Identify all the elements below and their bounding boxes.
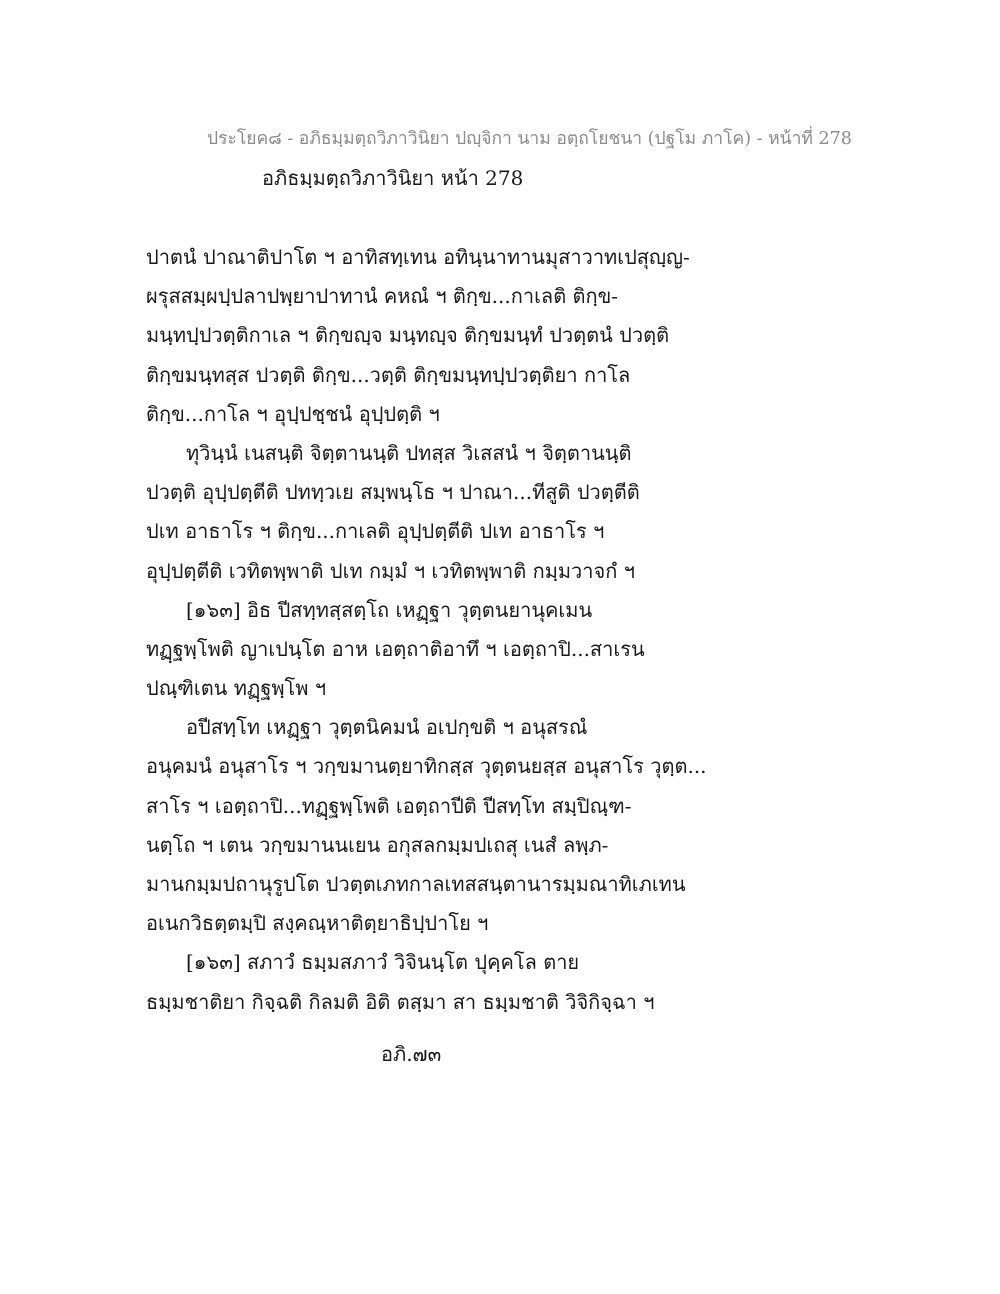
text-line: อุปฺปตฺตีติ เวทิตพฺพาติ ปเท กมฺมํ ฯ เวทิตพฺพาติ กมฺมวาจกํ ฯ (146, 558, 635, 583)
body-text (146, 238, 866, 1022)
text-line: ทุวินฺนํ เนสนฺติ จิตฺตานนฺติ ปทสฺส วิเสสนํ ฯ จิตฺตานนฺติ (186, 440, 632, 465)
text-line: [๑๖๓] อิธ ปีสทฺทสฺสตฺโถ เหฏฺฐา วุตฺตนยานุคเมน (186, 597, 593, 622)
running-header: ประโยค๘ - อภิธมฺมตฺถวิภาวินิยา ปญฺจิกา นาม อตฺถโยชนา (ปฐโม ภาโค) - หน้าที่ 278 (207, 129, 852, 149)
text-line: ปณฺฑิเตน ทฏฺฐพฺโพ ฯ (146, 676, 327, 701)
text-line: ติกฺขมนฺทสฺส ปวตฺติ ติกฺข...วตฺติ ติกฺขมนฺทปฺปวตฺติยา กาโล (146, 362, 631, 387)
text-line: ปวตฺติ อุปฺปตฺตีติ ปททฺวเย สมฺพนฺโธ ฯ ปาณา...ทีสูติ ปวตฺตีติ (146, 480, 640, 505)
text-line: ธมฺมชาติยา กิจฺฉติ กิลมติ อิติ ตสฺมา สา ธมฺมชาติ วิจิกิจฺฉา ฯ (146, 989, 655, 1014)
text-line: นตฺโถ ฯ เตน วกฺขมานนเยน อกุสลกมฺมปเถสุ เนสํ ลพฺภ- (146, 832, 609, 857)
text-line: มนฺทปฺปวตฺติกาเล ฯ ติกฺขญฺจ มนฺทญฺจ ติกฺขมนฺทํ ปวตฺตนํ ปวตฺติ (146, 323, 670, 348)
text-line: [๑๖๓] สภาวํ ธมฺมสภาวํ วิจินนฺโต ปุคฺคโล ตาย (186, 950, 580, 975)
text-line: สาโร ฯ เอตฺถาปิ...ทฏฺฐพฺโพติ เอตฺถาปีติ ปีสทฺโท สมฺปิณฺฑ- (146, 793, 632, 818)
page-heading: อภิธมฺมตฺถวิภาวินิยา หน้า 278 (262, 166, 524, 190)
text-line: อปีสทฺโท เหฏฺฐา วุตฺตนิคมนํ อเปกฺขติ ฯ อนุสรณํ (186, 715, 588, 740)
text-line: ผรุสสมฺผปฺปลาปพฺยาปาทานํ คหณํ ฯ ติกฺข...กาเลติ ติกฺข- (146, 284, 619, 309)
text-line: ทฏฺฐพฺโพติ ญาเปนฺโต อาห เอตฺถาติอาทึ ฯ เอตฺถาปิ...สาเรน (146, 636, 645, 661)
text-line: ปาตนํ ปาณาติปาโต ฯ อาทิสทฺเทน อทินฺนาทานมุสาวาทเปสุญฺญ- (146, 245, 690, 269)
text-line: ติกฺข...กาโล ฯ อุปฺปชฺชนํ อุปฺปตฺติ ฯ (146, 401, 440, 426)
text-line: มานกมฺมปถานุรูปโต ปวตฺตเภทกาลเทสสนฺตานารมฺมณาทิเภเทน (146, 872, 686, 896)
text-line: ปเท อาธาโร ฯ ติกฺข...กาเลติ อุปฺปตฺตีติ ปเท อาธาโร ฯ (146, 519, 605, 544)
text-line: อนุคมนํ อนุสาโร ฯ วกฺขมานตฺยาทิกสฺส วุตฺตนยสฺส อนุสาโร วุตฺต... (146, 754, 707, 779)
page-folio: อภิ.๗๓ (381, 1042, 442, 1066)
text-line: อเนกวิธตฺตมฺปิ สงฺคณฺหาติตฺยาธิปฺปาโย ฯ (146, 911, 489, 936)
